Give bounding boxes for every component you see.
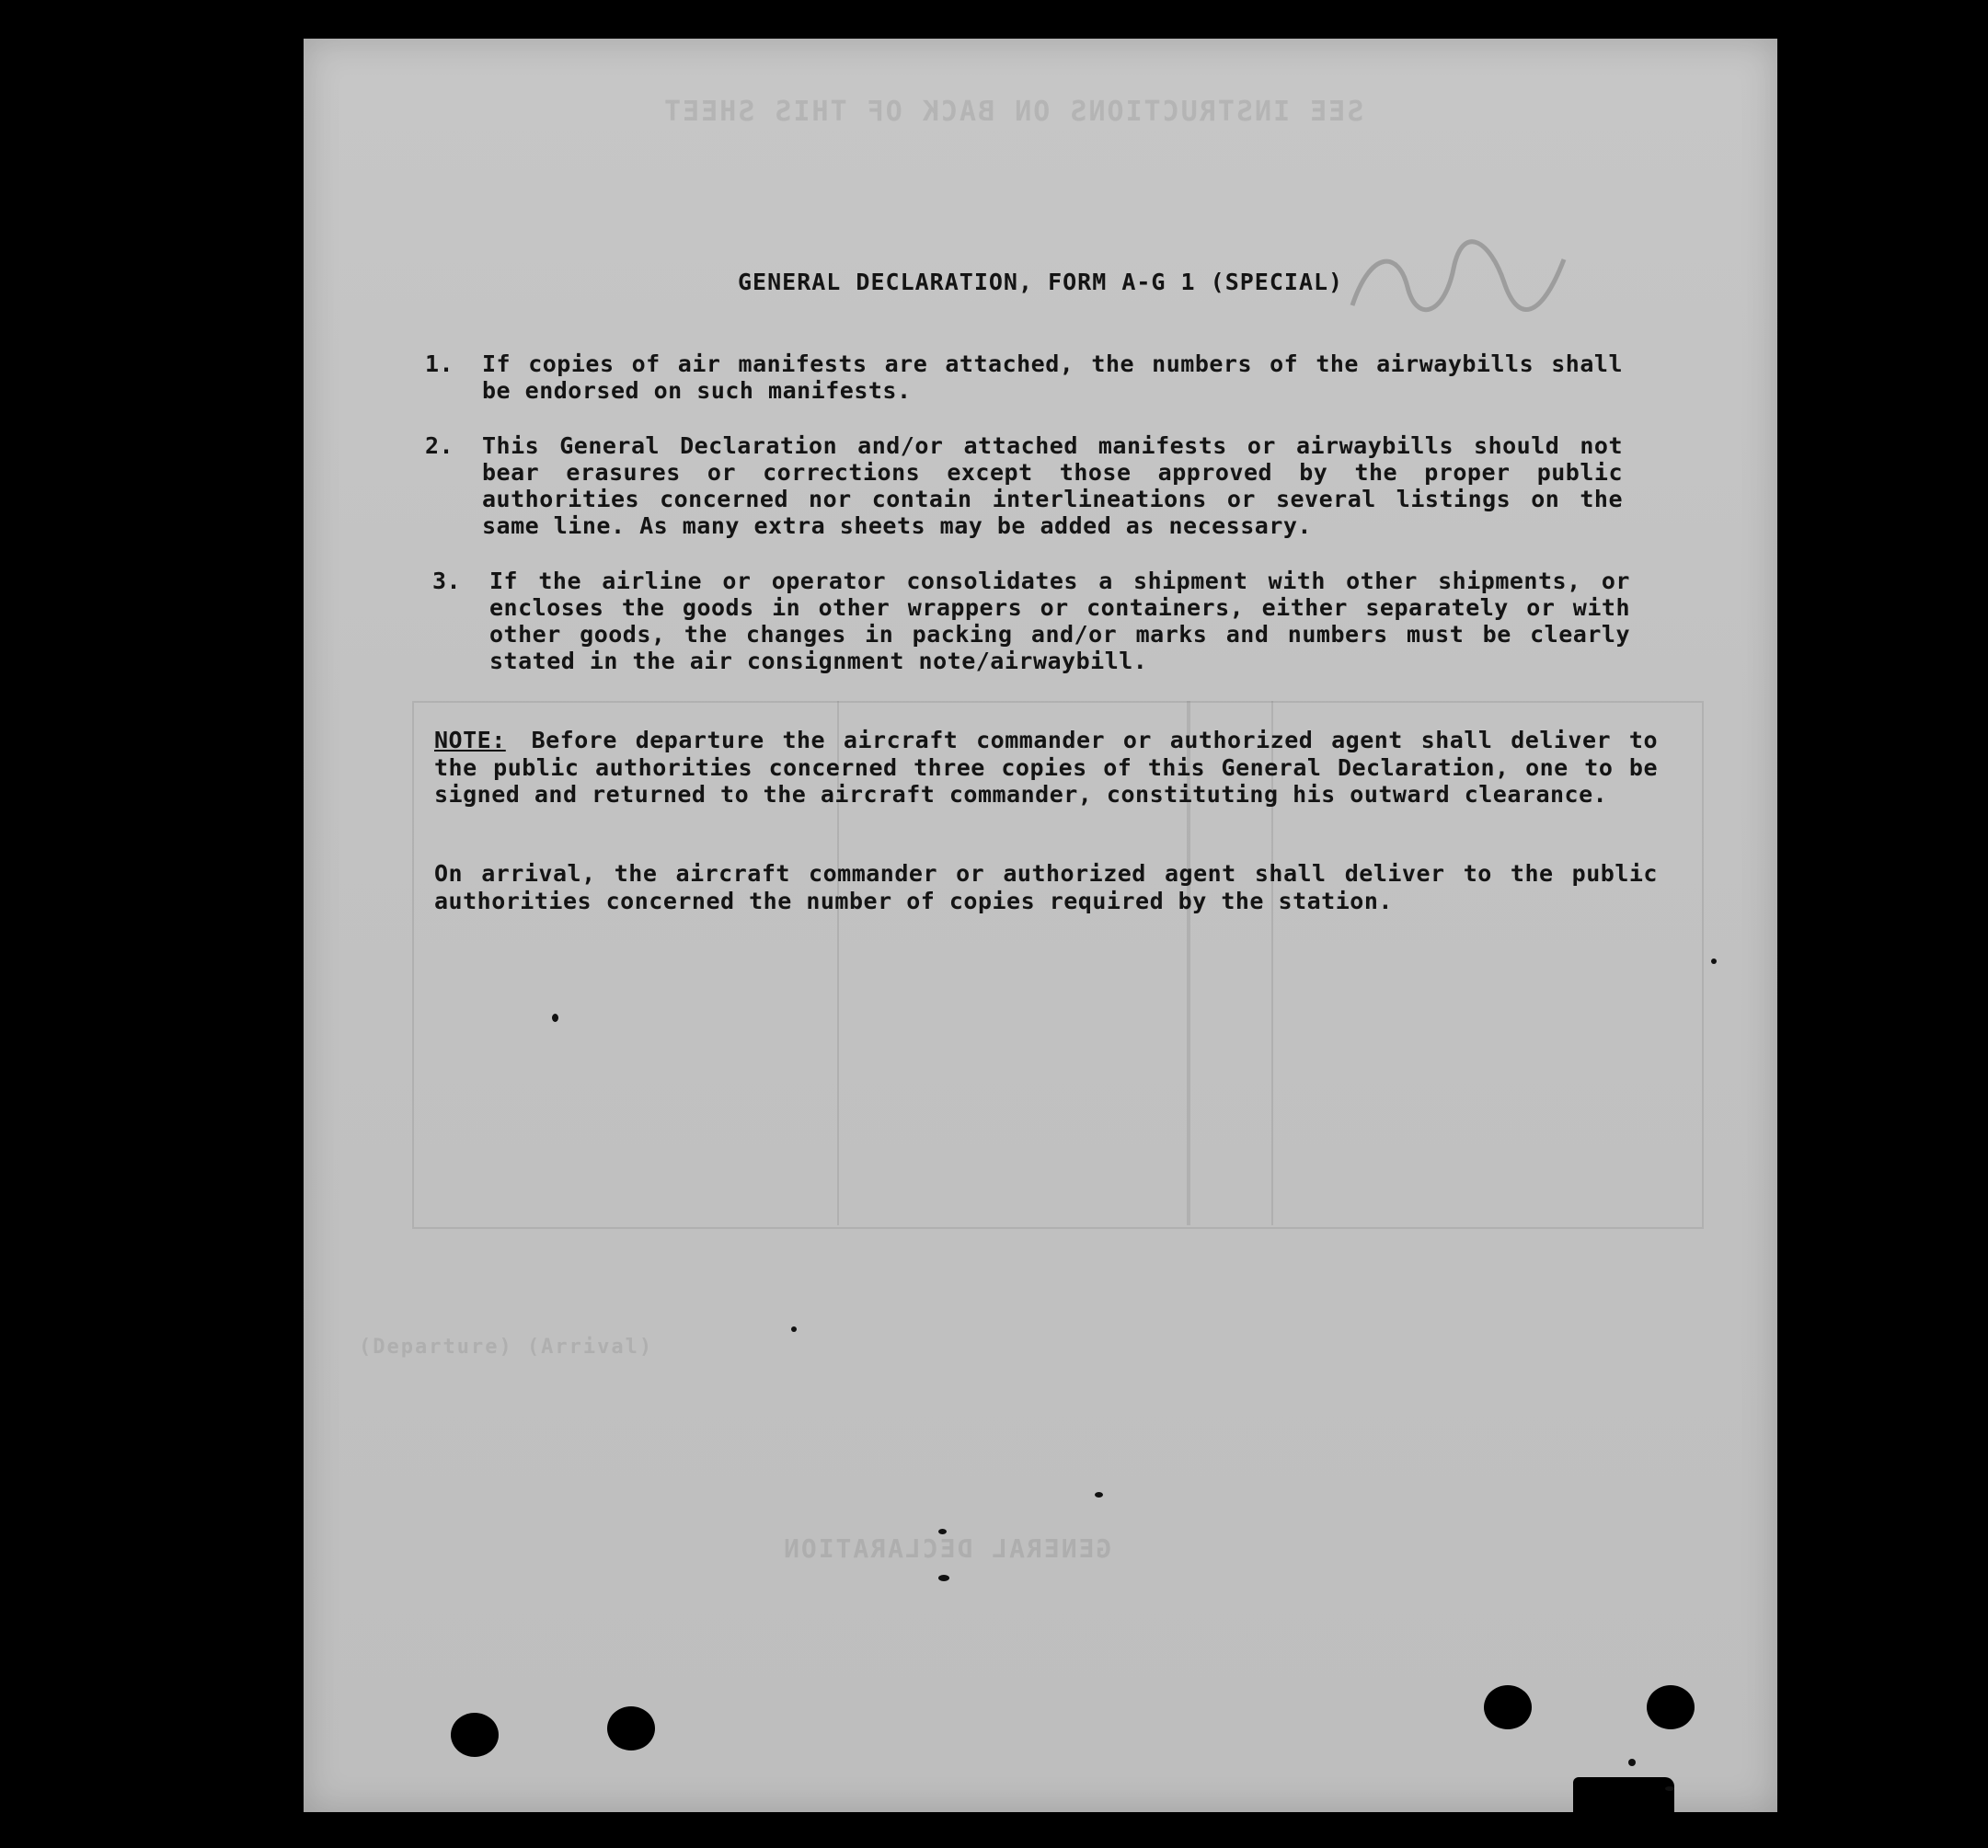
bleed-through-text: GENERAL DECLARATION — [782, 1533, 1112, 1564]
note-label: NOTE: — [434, 727, 506, 753]
punch-hole — [607, 1706, 655, 1750]
instruction-item-3 — [432, 568, 1656, 678]
speck — [791, 1326, 797, 1332]
item-number: 2. — [425, 432, 454, 459]
speck — [1628, 1759, 1636, 1766]
item-number: 3. — [432, 568, 462, 594]
speck — [1095, 1492, 1103, 1498]
note-text: Before departure the aircraft commander or authorized agent shall deliver to the public authorities concerned three copies of this General Declaration, one to be signed and returned to the aircraft commander, constituting his outward clearance. — [434, 727, 1658, 808]
item-text: This General Declaration and/or attached manifests or airwaybills should not bear erasures or corrections except those approved by the proper public authorities concerned nor contain interlineations or several listings on the same line. As many extra sheets may be added as necessary. — [482, 432, 1623, 539]
item-text: If the airline or operator consolidates a shipment with other shipments, or encloses the goods in other wrappers or containers, either separately or with other goods, the changes in packing and/or marks and numbers must be clearly stated in the air consignment note/airwaybill. — [489, 568, 1630, 674]
speck — [1711, 958, 1717, 964]
item-text: If copies of air manifests are attached, the numbers of the airwaybills shall be endorsed on such manifests. — [482, 350, 1623, 404]
punch-hole — [1484, 1685, 1532, 1729]
bleed-through-text: SEE INSTRUCTIONS ON BACK OF THIS SHEET — [662, 96, 1364, 128]
speck — [938, 1575, 949, 1581]
arrival-paragraph: On arrival, the aircraft commander or authorized agent shall deliver to the public authorities concerned the number of copies required by the station. — [434, 860, 1658, 914]
punch-hole — [1647, 1685, 1695, 1729]
document-page — [304, 39, 1777, 1812]
bleed-through-text: (Departure) (Arrival) — [359, 1336, 654, 1359]
instruction-item-2 — [425, 432, 1649, 543]
speck — [938, 1529, 947, 1534]
torn-corner — [1573, 1777, 1674, 1812]
handwritten-mark-icon — [1343, 232, 1582, 333]
instruction-item-1 — [425, 350, 1649, 406]
item-number: 1. — [425, 350, 454, 377]
speck — [1665, 1786, 1674, 1791]
note-paragraph — [434, 727, 1658, 809]
punch-hole — [451, 1713, 499, 1757]
speck — [552, 1014, 558, 1022]
